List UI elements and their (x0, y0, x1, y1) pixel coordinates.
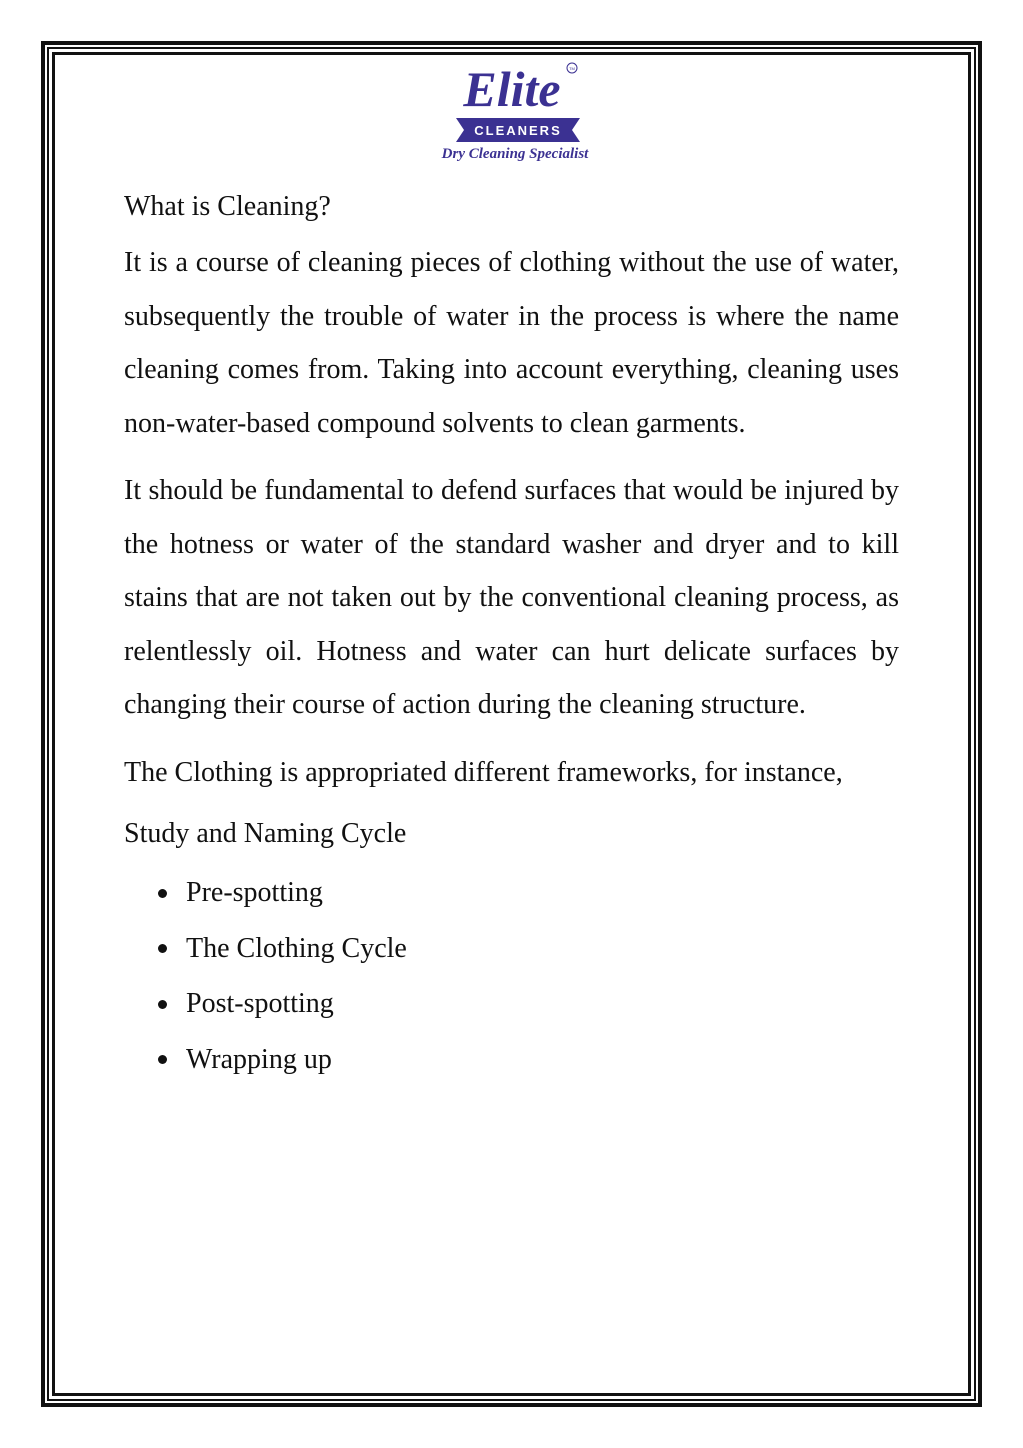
list-item (158, 865, 899, 921)
list-item-text: Wrapping up (186, 1043, 332, 1075)
bullet-icon (158, 889, 167, 898)
list-item-text: Pre-spotting (186, 877, 323, 908)
logo-ribbon-text: CLEANERS (474, 123, 562, 138)
logo-tagline: Dry Cleaning Specialist (441, 146, 589, 162)
bullet-icon (158, 1055, 167, 1064)
list-item (158, 921, 899, 977)
paragraph-definition: It is a course of cleaning pieces of clothing without the use of water, subsequently the trouble of water in the process is where the name cleaning comes from. Taking into account everything, cleaning uses non-water-based compound solvents to clean garments. (124, 247, 899, 439)
bullet-icon (158, 1000, 167, 1009)
elite-cleaners-logo (420, 58, 610, 164)
logo-brand-text: Elite (463, 61, 561, 117)
bullet-icon (158, 944, 167, 953)
paragraph-frameworks: The Clothing is appropriated different frameworks, for instance, (124, 756, 843, 788)
paragraph-purpose: It should be fundamental to defend surfaces that would be injured by the hotness or water of the standard washer and dryer and to kill stains that are not taken out by the conventional cleaning process, as relentlessly oil. Hotness and water can hurt delicate surfaces by changing their course of action during the cleaning structure. (124, 475, 899, 720)
document-subheading: Study and Naming Cycle (124, 818, 407, 849)
list-item-text: Post-spotting (186, 988, 334, 1019)
list-item (158, 1032, 899, 1088)
process-steps-list (124, 865, 899, 1087)
list-item-text: The Clothing Cycle (186, 932, 407, 964)
document-body (124, 186, 899, 1087)
logo-trademark: TM (569, 66, 575, 71)
list-item (158, 976, 899, 1032)
document-heading: What is Cleaning? (124, 191, 331, 222)
